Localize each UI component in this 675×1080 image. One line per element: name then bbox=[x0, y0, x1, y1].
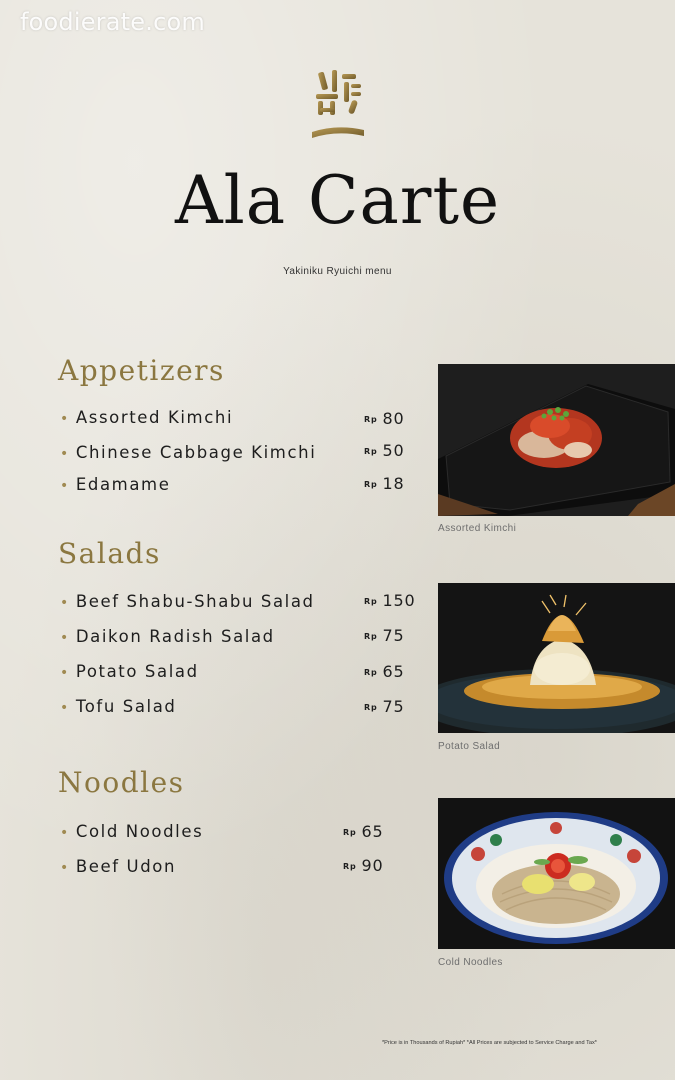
footnote: *Price is in Thousands of Rupiah* *All Prices are subjected to Service Charge and Tax* bbox=[382, 1040, 597, 1046]
bullet-icon: • bbox=[60, 595, 70, 611]
price-value: 65 bbox=[361, 822, 384, 841]
menu-item bbox=[60, 822, 203, 844]
price-value: 75 bbox=[382, 626, 405, 645]
photo-potato-salad bbox=[438, 583, 675, 733]
potato-salad-dish-icon bbox=[438, 583, 675, 733]
currency-label: Rp bbox=[364, 668, 378, 677]
page-subtitle: Yakiniku Ryuichi menu bbox=[283, 266, 392, 277]
menu-item-name: Cold Noodles bbox=[75, 822, 204, 841]
bullet-icon: • bbox=[60, 665, 70, 681]
menu-item bbox=[60, 857, 176, 879]
menu-item-name: Assorted Kimchi bbox=[75, 408, 234, 427]
currency-label: Rp bbox=[364, 480, 378, 489]
menu-item bbox=[60, 592, 315, 614]
price-value: 150 bbox=[382, 591, 416, 610]
bullet-icon: • bbox=[60, 446, 70, 462]
photo-cold-noodles bbox=[438, 798, 675, 949]
section-title-noodles: Noodles bbox=[58, 766, 185, 799]
menu-item-price bbox=[343, 822, 383, 841]
menu-item-name: Beef Shabu-Shabu Salad bbox=[75, 592, 315, 611]
menu-item-name: Chinese Cabbage Kimchi bbox=[75, 443, 317, 462]
bullet-icon: • bbox=[60, 411, 70, 427]
section-title-appetizers: Appetizers bbox=[58, 354, 225, 387]
bullet-icon: • bbox=[60, 860, 70, 876]
menu-item-price bbox=[364, 474, 404, 493]
currency-label: Rp bbox=[364, 447, 378, 456]
menu-item bbox=[60, 627, 275, 649]
section-title-salads: Salads bbox=[58, 537, 161, 570]
watermark: foodierate.com bbox=[20, 8, 205, 36]
menu-item bbox=[60, 475, 170, 497]
bullet-icon: • bbox=[60, 825, 70, 841]
kimchi-dish-icon bbox=[438, 364, 675, 516]
price-value: 18 bbox=[382, 474, 405, 493]
bullet-icon: • bbox=[60, 630, 70, 646]
menu-item-price bbox=[364, 662, 404, 681]
photo-assorted-kimchi bbox=[438, 364, 675, 516]
bullet-icon: • bbox=[60, 700, 70, 716]
price-value: 80 bbox=[382, 409, 405, 428]
price-value: 50 bbox=[382, 441, 405, 460]
menu-item-price bbox=[343, 856, 383, 875]
menu-item-price bbox=[364, 697, 404, 716]
menu-item-name: Daikon Radish Salad bbox=[75, 627, 275, 646]
page-title: Ala Carte bbox=[174, 162, 501, 239]
menu-item-price bbox=[364, 409, 404, 428]
price-value: 90 bbox=[361, 856, 384, 875]
menu-item-price bbox=[364, 441, 404, 460]
menu-item bbox=[60, 697, 177, 719]
currency-label: Rp bbox=[343, 828, 357, 837]
photo-caption: Assorted Kimchi bbox=[438, 523, 517, 534]
menu-item bbox=[60, 408, 233, 430]
menu-item-price bbox=[364, 626, 404, 645]
menu-item-name: Tofu Salad bbox=[75, 697, 177, 716]
ryuichi-logo bbox=[306, 68, 368, 148]
currency-label: Rp bbox=[364, 415, 378, 424]
menu-item-name: Edamame bbox=[75, 475, 171, 494]
currency-label: Rp bbox=[343, 862, 357, 871]
menu-item-name: Beef Udon bbox=[75, 857, 177, 876]
currency-label: Rp bbox=[364, 632, 378, 641]
cold-noodles-dish-icon bbox=[438, 798, 675, 949]
photo-caption: Cold Noodles bbox=[438, 957, 503, 968]
menu-item bbox=[60, 443, 316, 465]
photo-caption: Potato Salad bbox=[438, 741, 501, 752]
menu-item-name: Potato Salad bbox=[75, 662, 199, 681]
menu-item bbox=[60, 662, 199, 684]
menu-item-price bbox=[364, 591, 415, 610]
price-value: 75 bbox=[382, 697, 405, 716]
currency-label: Rp bbox=[364, 597, 378, 606]
price-value: 65 bbox=[382, 662, 405, 681]
bullet-icon: • bbox=[60, 478, 70, 494]
currency-label: Rp bbox=[364, 703, 378, 712]
